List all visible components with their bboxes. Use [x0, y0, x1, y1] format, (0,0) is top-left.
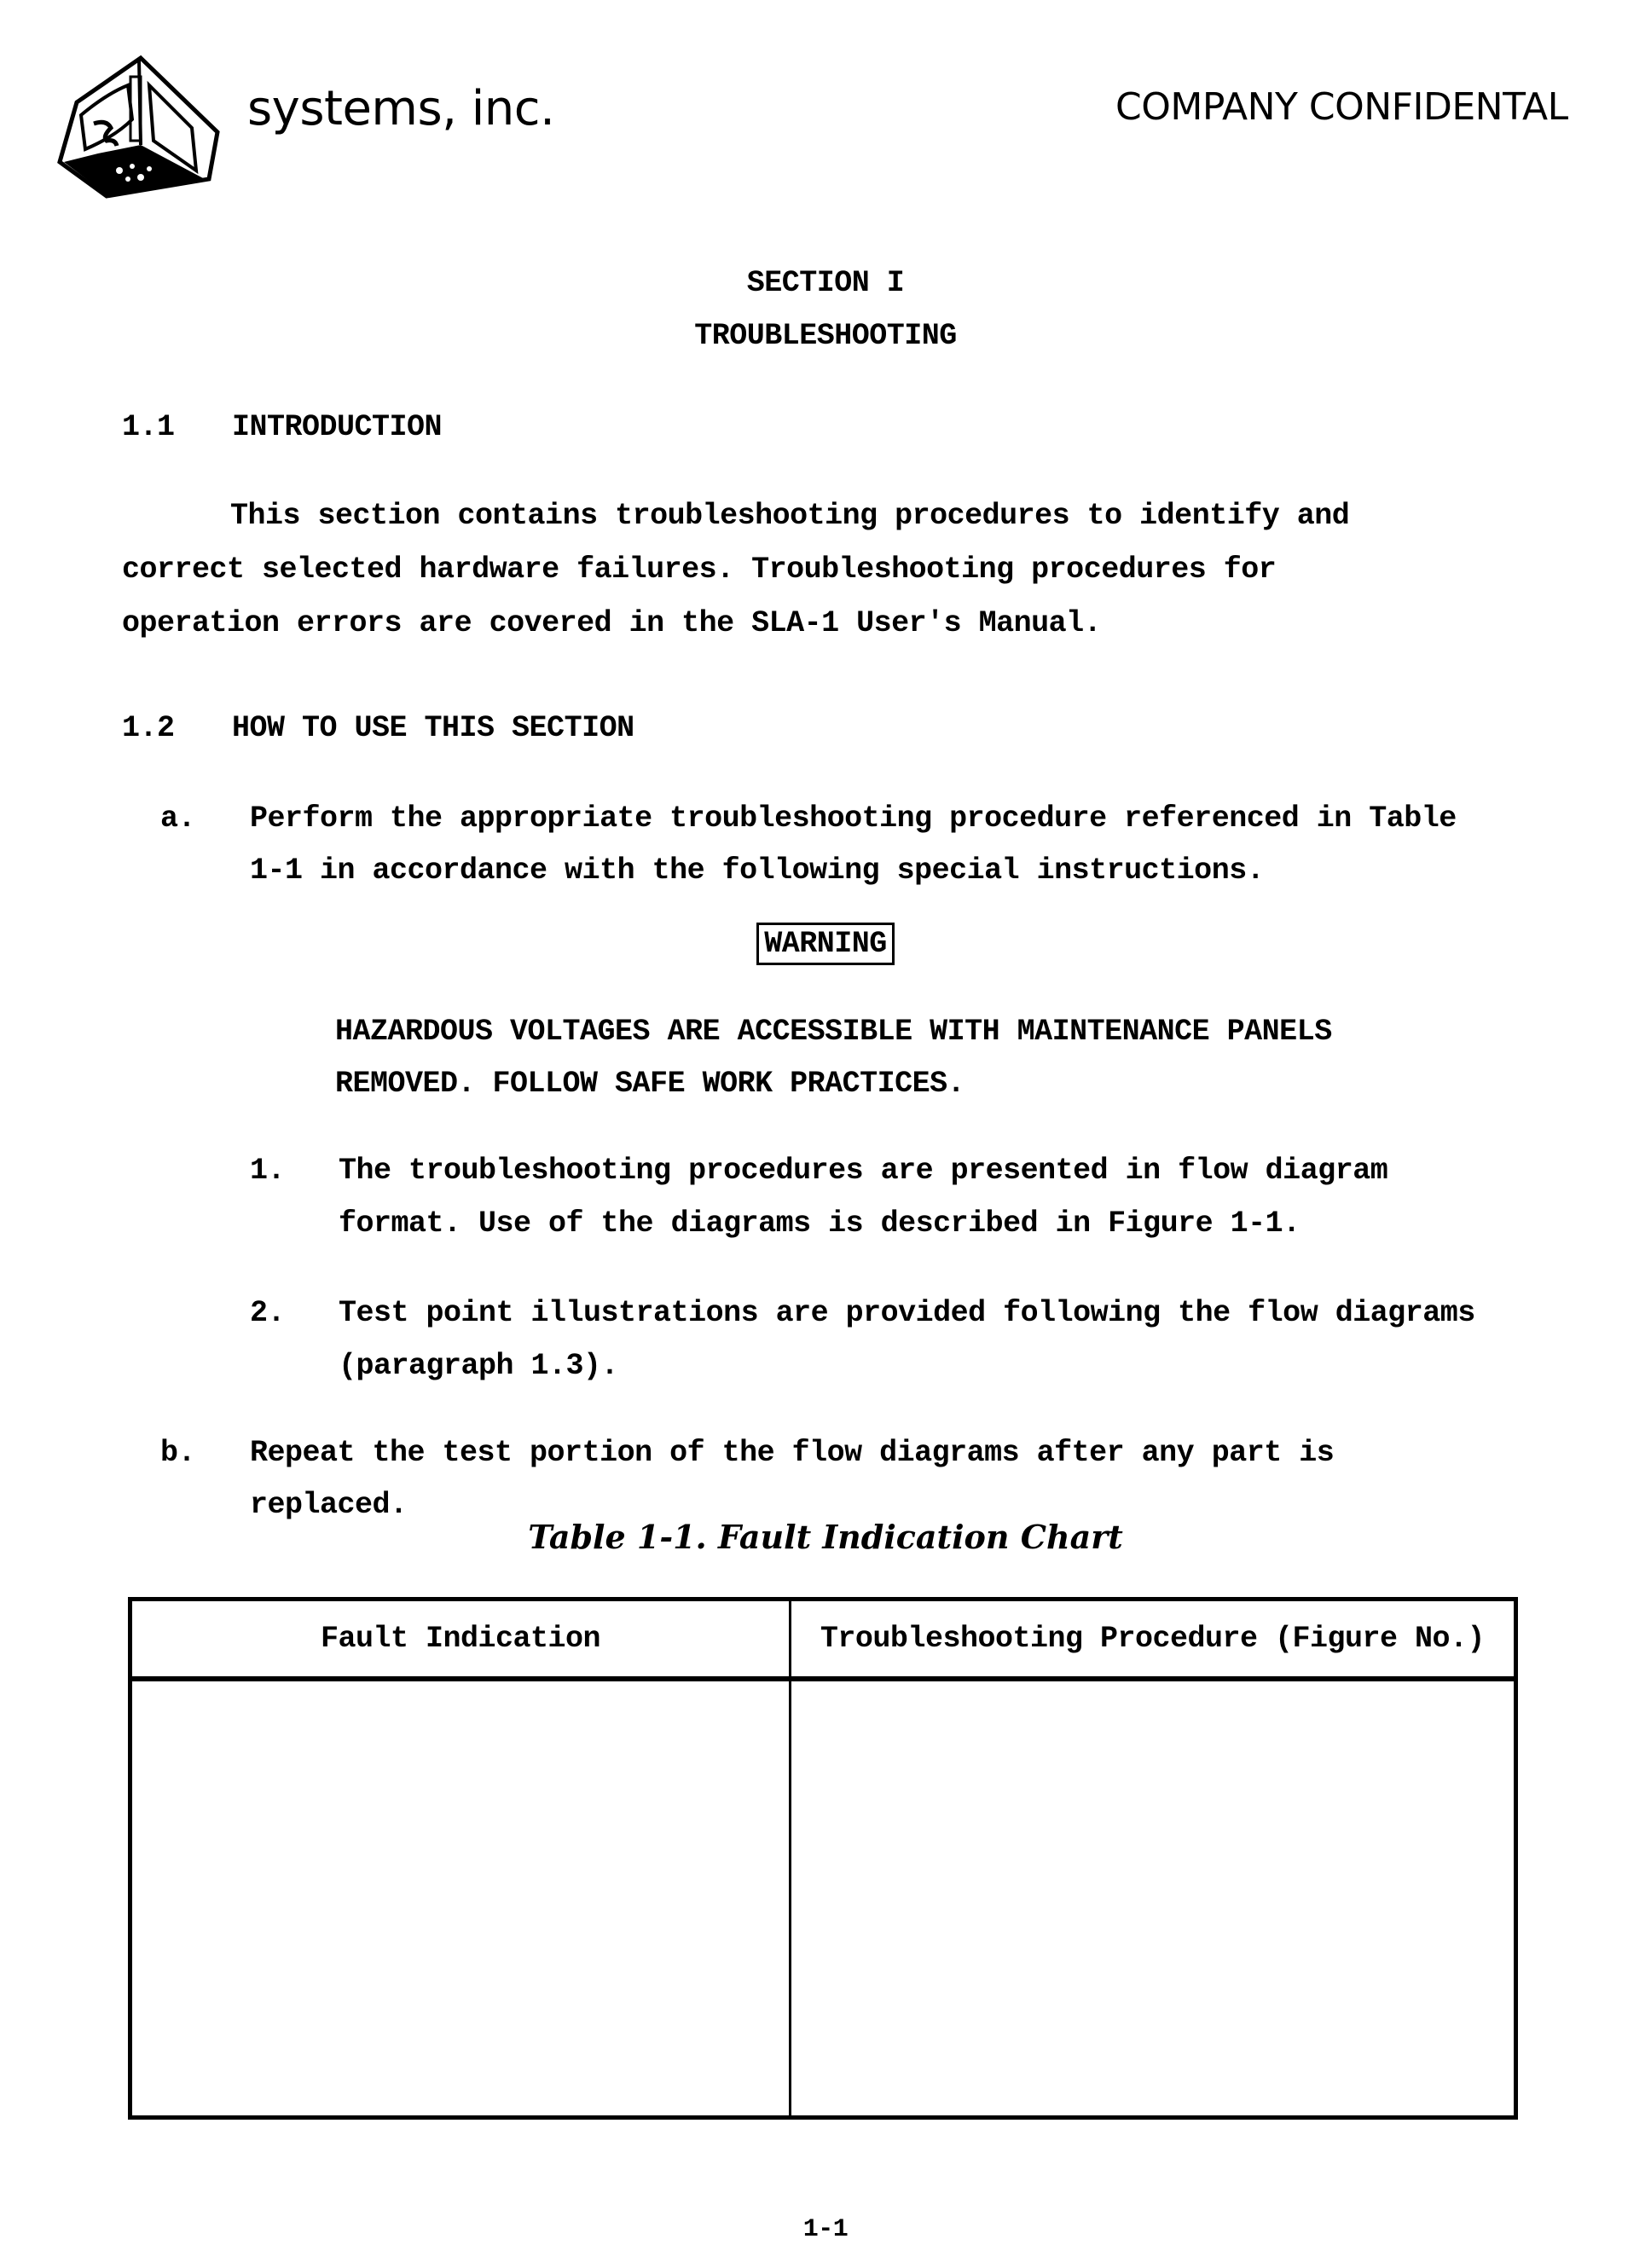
column-header-fault-indication: Fault Indication — [130, 1600, 791, 1680]
confidentiality-label: COMPANY CONFIDENTAL — [1115, 85, 1568, 129]
3d-cube-logo-icon — [47, 51, 235, 200]
item-2-line: Test point illustrations are provided following the flow diagrams — [339, 1296, 1475, 1330]
item-b-line: replaced. — [250, 1488, 408, 1522]
intro-paragraph-line: This section contains troubleshooting procedures to identify and — [230, 499, 1350, 533]
item-a-marker: a. — [160, 801, 196, 836]
intro-heading: INTRODUCTION — [232, 410, 443, 444]
howto-heading: HOW TO USE THIS SECTION — [232, 711, 634, 745]
warning-box: WARNING — [756, 923, 895, 965]
section-number: SECTION I — [746, 266, 905, 300]
howto-number: 1.2 — [122, 711, 175, 745]
intro-paragraph-line: operation errors are covered in the SLA-1 User's Manual. — [122, 606, 1102, 640]
company-name: systems, inc. — [247, 81, 555, 136]
warning-text-line: HAZARDOUS VOLTAGES ARE ACCESSIBLE WITH MAINTENANCE PANELS — [335, 1015, 1332, 1049]
item-1-line: The troubleshooting procedures are presented in flow diagram — [339, 1154, 1388, 1188]
warning-text-line: REMOVED. FOLLOW SAFE WORK PRACTICES. — [335, 1067, 965, 1101]
item-2-line: (paragraph 1.3). — [339, 1349, 619, 1383]
item-1-line: format. Use of the diagrams is described in Figure 1-1. — [339, 1206, 1301, 1241]
fault-indication-table — [128, 1597, 1518, 2120]
item-1-marker: 1. — [250, 1154, 286, 1188]
item-b-marker: b. — [160, 1436, 196, 1470]
table-cell — [130, 1679, 791, 2118]
item-a-line: 1-1 in accordance with the following special instructions. — [250, 853, 1265, 888]
table-cell — [791, 1679, 1516, 2118]
page-number: 1-1 — [802, 2215, 849, 2244]
intro-number: 1.1 — [122, 410, 175, 444]
table-caption: Table 1-1. Fault Indication Chart — [528, 1518, 1123, 1556]
item-a-line: Perform the appropriate troubleshooting procedure referenced in Table — [250, 801, 1457, 836]
item-b-line: Repeat the test portion of the flow diagrams after any part is — [250, 1436, 1335, 1470]
column-header-procedure: Troubleshooting Procedure (Figure No.) — [791, 1600, 1516, 1680]
item-2-marker: 2. — [250, 1296, 286, 1330]
table-row — [130, 1679, 1516, 2118]
section-title: TROUBLESHOOTING — [694, 319, 957, 353]
intro-paragraph-line: correct selected hardware failures. Troubleshooting procedures for — [122, 553, 1277, 587]
